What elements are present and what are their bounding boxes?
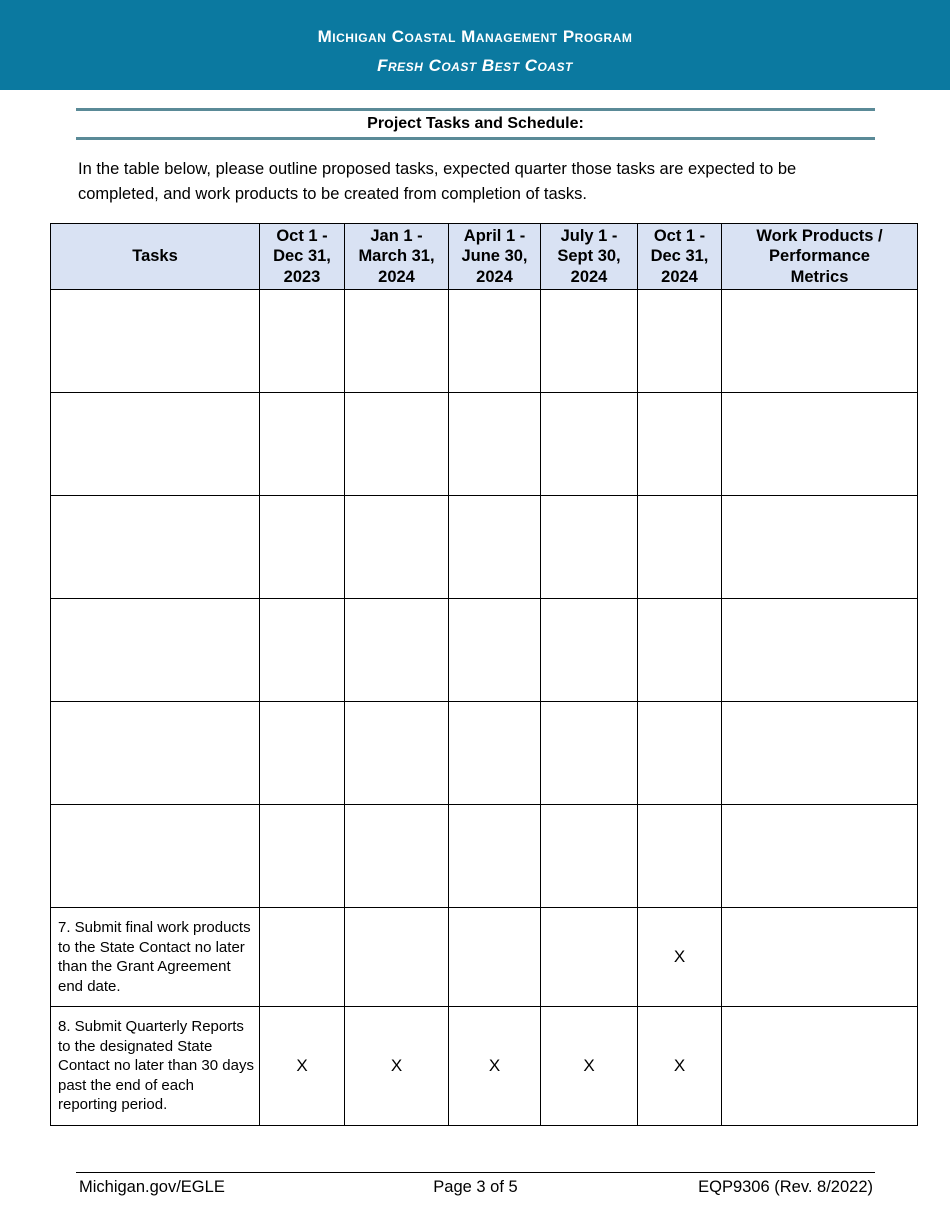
task-7-q5-mark: X: [638, 908, 722, 1007]
schedule-table: [50, 223, 918, 1126]
table-row-8: [51, 1007, 918, 1126]
table-row: [51, 805, 918, 908]
q1-header: Oct 1 - Dec 31, 2023: [260, 224, 345, 290]
footer-form-id: EQP9306 (Rev. 8/2022): [698, 1178, 873, 1196]
header-band: [0, 0, 950, 90]
task-8-text: 8. Submit Quarterly Reports to the designated State Contact no later than 30 days past the end of each reporting period.: [51, 1007, 260, 1126]
table-row: [51, 702, 918, 805]
footer-page-number: Page 3 of 5: [433, 1178, 518, 1196]
task-8-q4-mark: X: [541, 1007, 638, 1126]
section-title: Project Tasks and Schedule:: [76, 108, 875, 140]
q4-header: July 1 - Sept 30, 2024: [541, 224, 638, 290]
task-8-q3-mark: X: [449, 1007, 541, 1126]
table-row: [51, 290, 918, 393]
header-row: [51, 224, 918, 290]
tasks-header: Tasks: [51, 224, 260, 290]
footer-website: Michigan.gov/EGLE: [79, 1178, 225, 1196]
table-row: [51, 496, 918, 599]
task-7-text: 7. Submit final work products to the State Contact no later than the Grant Agreement end date.: [51, 908, 260, 1007]
task-8-q5-mark: X: [638, 1007, 722, 1126]
table-row-7: [51, 908, 918, 1007]
q2-header: Jan 1 - March 31, 2024: [345, 224, 449, 290]
task-8-q1-mark: X: [260, 1007, 345, 1126]
program-tagline: Fresh Coast Best Coast: [377, 56, 573, 75]
products-header: Work Products / Performance Metrics: [722, 224, 918, 290]
table-row: [51, 599, 918, 702]
q5-header: Oct 1 - Dec 31, 2024: [638, 224, 722, 290]
task-8-q2-mark: X: [345, 1007, 449, 1126]
intro-paragraph: In the table below, please outline proposed tasks, expected quarter those tasks are expected to be completed, and work products to be created from completion of tasks.: [78, 160, 797, 203]
page-footer: [76, 1172, 875, 1203]
q3-header: April 1 - June 30, 2024: [449, 224, 541, 290]
program-title: Michigan Coastal Management Program: [317, 27, 633, 46]
table-row: [51, 393, 918, 496]
